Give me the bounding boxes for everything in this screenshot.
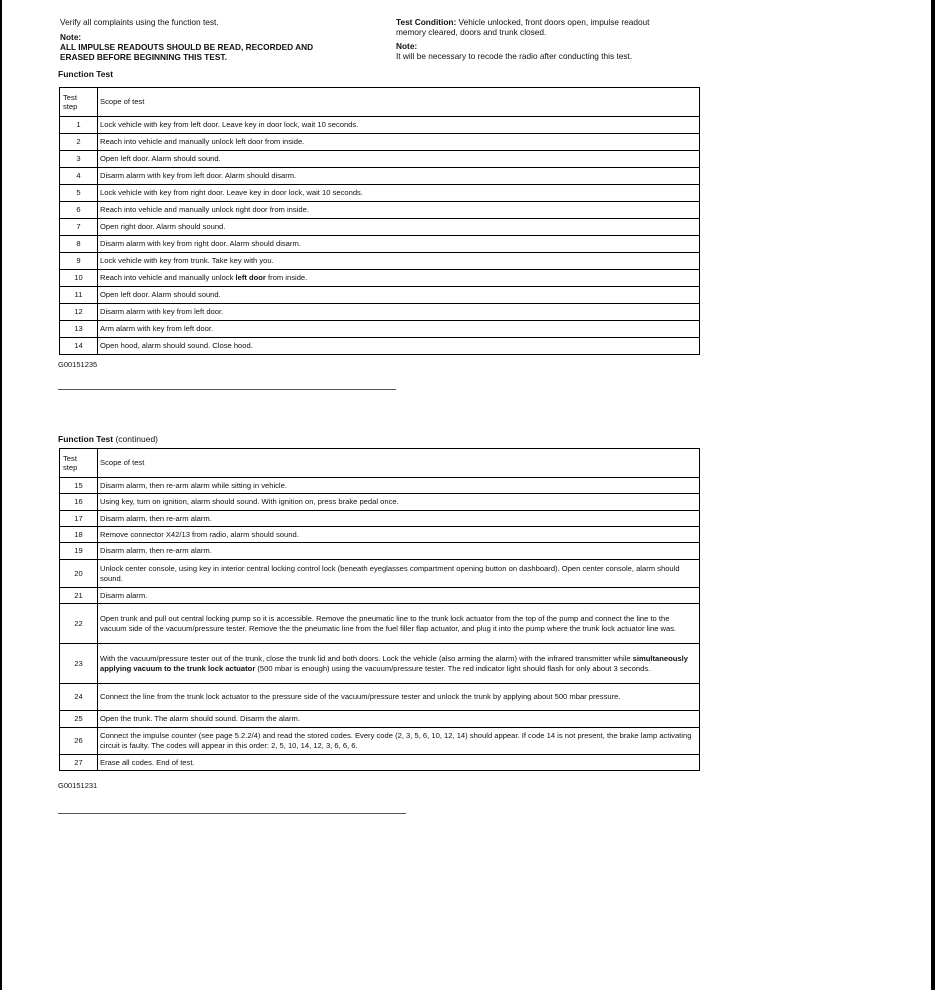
- header-right-notes: [396, 17, 696, 61]
- divider-rule-2: [58, 813, 406, 814]
- table-row: [60, 604, 700, 644]
- step-number: 12: [60, 304, 98, 321]
- table-row: [60, 494, 700, 511]
- figure-id-1: G00151235: [58, 360, 98, 369]
- step-number: 22: [60, 604, 98, 644]
- step-number: 5: [60, 185, 98, 202]
- step-description: Open trunk and pull out central locking pump so it is accessible. Remove the pneumatic line to the trunk lock actuator from the top of the pump and connect the line to the vacuum side of the vacuum/pressure tester. Remove the the pneumatic line from the fuel filler flap actuator, and plug it into the pump where the trunk lock actuator line was.: [98, 604, 700, 644]
- condition-label: Test Condition:: [396, 17, 457, 27]
- step-number: 2: [60, 134, 98, 151]
- table-row: [60, 711, 700, 728]
- col-header-scope: Scope of test: [98, 449, 700, 478]
- table-row: [60, 287, 700, 304]
- step-description: Disarm alarm, then re-arm alarm.: [98, 511, 700, 527]
- table-row: [60, 684, 700, 711]
- test-condition: [396, 17, 696, 27]
- table-row: [60, 202, 700, 219]
- step-description: Disarm alarm, then re-arm alarm while sitting in vehicle.: [98, 478, 700, 494]
- condition-text-2: memory cleared, doors and trunk closed.: [396, 27, 547, 37]
- table-row: [60, 151, 700, 168]
- step-description: Open hood, alarm should sound. Close hood.: [98, 338, 700, 355]
- step-number: 7: [60, 219, 98, 236]
- col-header-scope: Scope of test: [98, 88, 700, 117]
- table-row: [60, 560, 700, 588]
- step-description: Lock vehicle with key from right door. Leave key in door lock, wait 10 seconds.: [98, 185, 700, 202]
- table-row: [60, 511, 700, 527]
- table-row: [60, 168, 700, 185]
- table-row: [60, 270, 700, 287]
- intro-text: Verify all complaints using the function test.: [60, 17, 219, 27]
- step-number: 1: [60, 117, 98, 134]
- step-description: Reach into vehicle and manually unlock right door from inside.: [98, 202, 700, 219]
- step-description: Using key, turn on ignition, alarm should sound. With ignition on, press brake pedal once.: [98, 494, 700, 511]
- step-description: Open left door. Alarm should sound.: [98, 287, 700, 304]
- step-description: Arm alarm with key from left door.: [98, 321, 700, 338]
- table-row: [60, 321, 700, 338]
- page-border-left: [0, 0, 2, 990]
- step-number: 8: [60, 236, 98, 253]
- step-number: 15: [60, 478, 98, 494]
- step-description: Erase all codes. End of test.: [98, 755, 700, 771]
- step-number: 20: [60, 560, 98, 588]
- function-test-title: Function Test: [58, 69, 114, 79]
- step-description: Reach into vehicle and manually unlock left door from inside.: [98, 134, 700, 151]
- table-row: [60, 755, 700, 771]
- table-row: [60, 134, 700, 151]
- step-number: 23: [60, 644, 98, 684]
- step-description: Connect the line from the trunk lock actuator to the pressure side of the vacuum/pressure tester and unlock the trunk by applying about 500 mbar pressure.: [98, 684, 700, 711]
- step-description: Reach into vehicle and manually unlock left door from inside.: [98, 270, 700, 287]
- step-number: 16: [60, 494, 98, 511]
- step-number: 11: [60, 287, 98, 304]
- step-description: With the vacuum/pressure tester out of the trunk, close the trunk lid and both doors. Lock the vehicle (also arming the alarm) with the infrared transmitter while simultaneously applying vacuum to the trunk lock actuator (500 mbar is enough) using the vacuum/pressure tester. The red indicator light should flash for only about 3 seconds.: [98, 644, 700, 684]
- step-number: 4: [60, 168, 98, 185]
- step-number: 6: [60, 202, 98, 219]
- note-line-2: ERASED BEFORE BEGINNING THIS TEST.: [60, 52, 227, 62]
- table-row: [60, 253, 700, 270]
- function-test-table: [59, 87, 700, 355]
- step-number: 24: [60, 684, 98, 711]
- step-number: 18: [60, 527, 98, 543]
- step-number: 3: [60, 151, 98, 168]
- step-description: Disarm alarm with key from right door. Alarm should disarm.: [98, 236, 700, 253]
- step-number: 10: [60, 270, 98, 287]
- function-test-continued-table: [59, 448, 700, 771]
- step-description: Remove connector X42/13 from radio, alarm should sound.: [98, 527, 700, 543]
- step-description: Disarm alarm with key from left door.: [98, 304, 700, 321]
- step-description: Connect the impulse counter (see page 5.2.2/4) and read the stored codes. Every code (2, 3, 5, 6, 10, 12, 14) should appear. If code 14 is not present, the brake lamp activating circuit is faulty. The codes will appear in this order: 2, 5, 10, 14, 12, 3, 6, 6, 6.: [98, 728, 700, 755]
- table-row: [60, 478, 700, 494]
- right-note-text: It will be necessary to recode the radio after conducting this test.: [396, 51, 633, 61]
- step-number: 27: [60, 755, 98, 771]
- step-description: Disarm alarm, then re-arm alarm.: [98, 543, 700, 560]
- step-number: 21: [60, 588, 98, 604]
- table-row: [60, 588, 700, 604]
- step-number: 26: [60, 728, 98, 755]
- table-row: [60, 728, 700, 755]
- step-description: Lock vehicle with key from trunk. Take key with you.: [98, 253, 700, 270]
- step-description: Lock vehicle with key from left door. Leave key in door lock, wait 10 seconds.: [98, 117, 700, 134]
- divider-rule-1: [58, 389, 396, 390]
- figure-id-2: G00151231: [58, 781, 98, 790]
- step-number: 14: [60, 338, 98, 355]
- condition-text-1: Vehicle unlocked, front doors open, impulse readout: [456, 17, 650, 27]
- note-line-1: ALL IMPULSE READOUTS SHOULD BE READ, RECORDED AND: [60, 42, 314, 52]
- table-row: [60, 304, 700, 321]
- note-label: Note:: [60, 32, 82, 42]
- col-header-step: Test step: [60, 449, 98, 478]
- right-note-label: Note:: [396, 41, 418, 51]
- table-header-row: [60, 449, 700, 478]
- table-row: [60, 219, 700, 236]
- table-row: [60, 543, 700, 560]
- step-description: Open left door. Alarm should sound.: [98, 151, 700, 168]
- step-number: 13: [60, 321, 98, 338]
- header-left-notes: [60, 17, 390, 62]
- step-description: Disarm alarm with key from left door. Alarm should disarm.: [98, 168, 700, 185]
- step-description: Open right door. Alarm should sound.: [98, 219, 700, 236]
- table-row: [60, 236, 700, 253]
- step-description: Unlock center console, using key in interior central locking control lock (beneath eyeglasses compartment opening button on dashboard). Open center console, alarm should sound.: [98, 560, 700, 588]
- table-row: [60, 185, 700, 202]
- step-number: 17: [60, 511, 98, 527]
- table-row: [60, 527, 700, 543]
- table-row: [60, 338, 700, 355]
- table-row: [60, 117, 700, 134]
- step-description: Disarm alarm.: [98, 588, 700, 604]
- step-number: 19: [60, 543, 98, 560]
- step-description: Open the trunk. The alarm should sound. Disarm the alarm.: [98, 711, 700, 728]
- table-header-row: [60, 88, 700, 117]
- table-row: [60, 644, 700, 684]
- page-border-right: [931, 0, 935, 990]
- function-test-continued-title: Function Test (continued): [58, 434, 158, 444]
- col-header-step: Test step: [60, 88, 98, 117]
- step-number: 25: [60, 711, 98, 728]
- step-number: 9: [60, 253, 98, 270]
